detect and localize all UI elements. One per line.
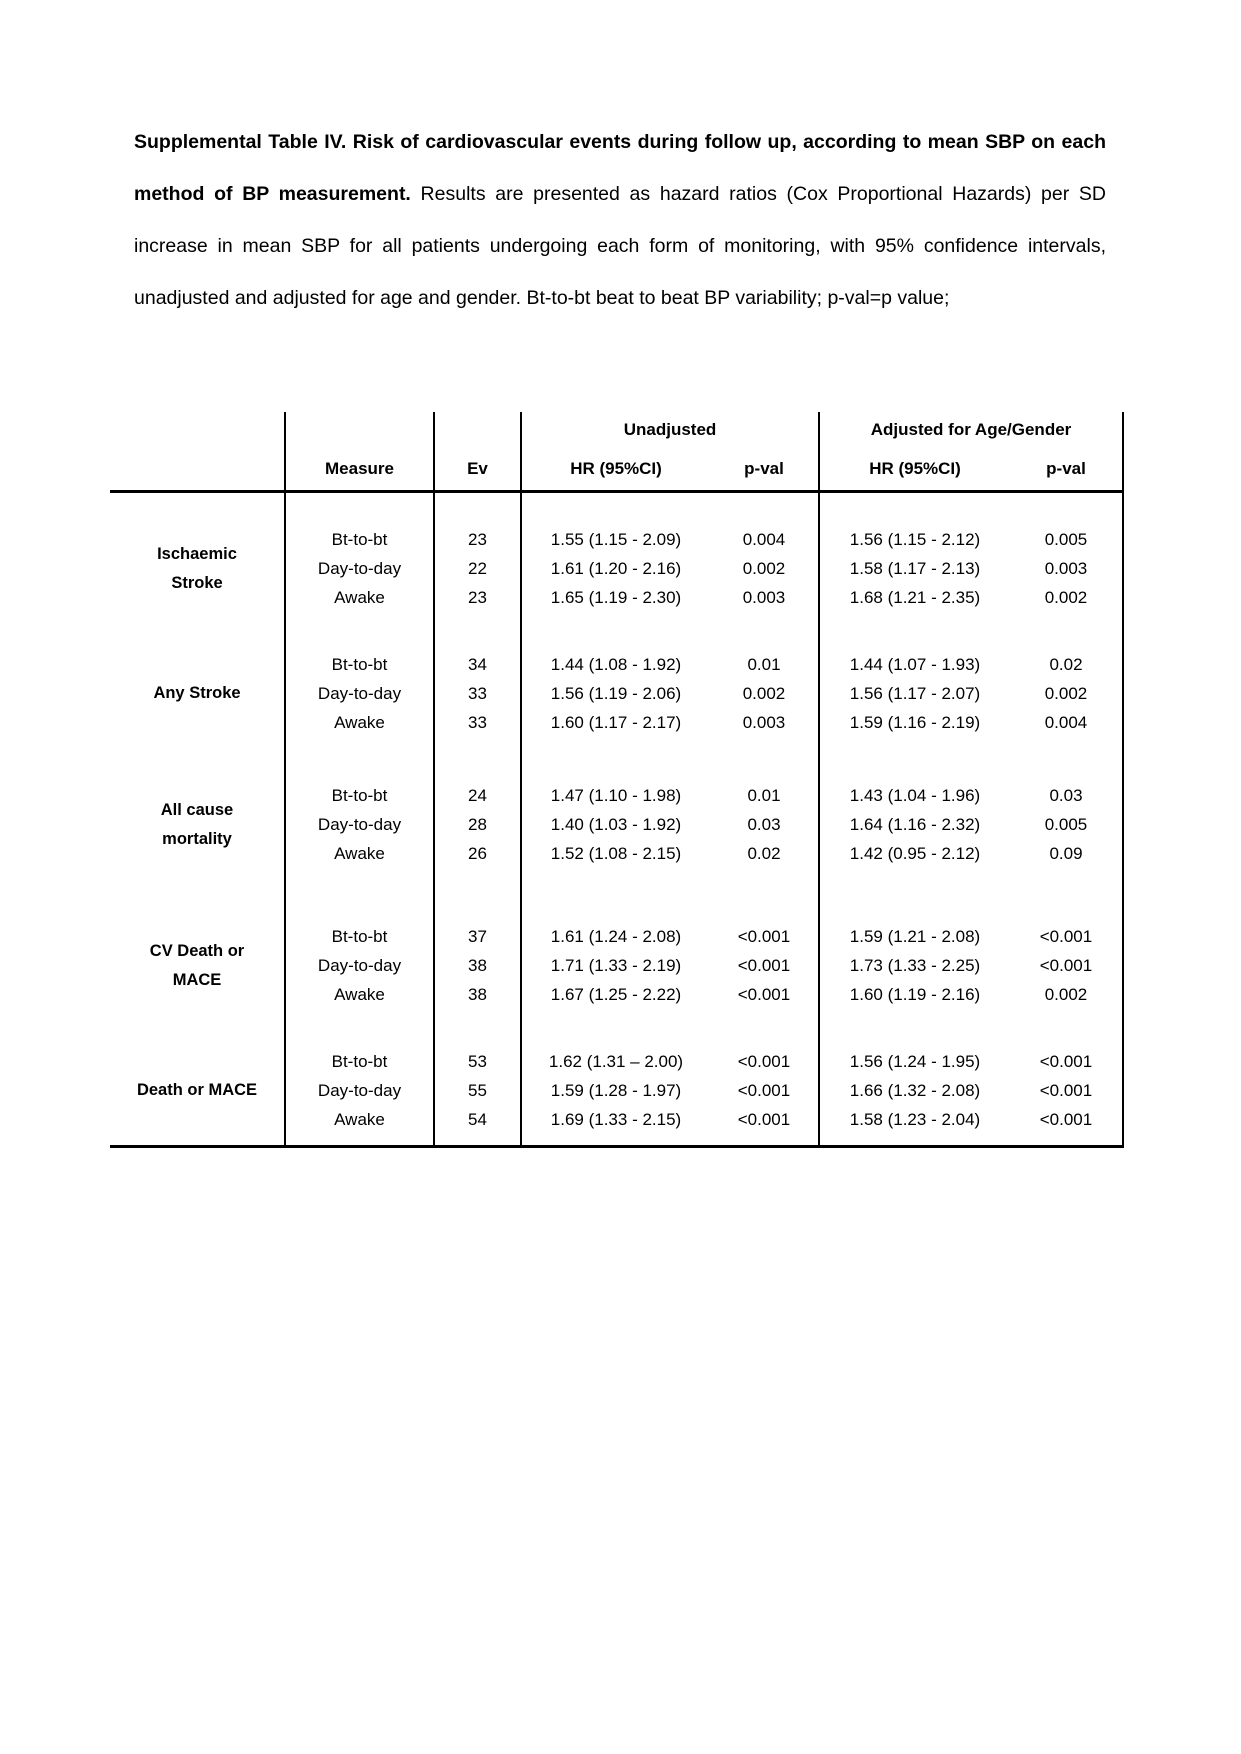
pval-adjusted-cell: 0.002 <box>1010 583 1123 612</box>
measure-cell: Awake <box>285 708 434 737</box>
table-bottom-rule <box>110 1134 1123 1147</box>
ev-cell: 38 <box>434 980 521 1009</box>
group-label-any-stroke: Any Stroke <box>153 684 241 702</box>
pval-unadjusted-cell: <0.001 <box>737 1109 791 1129</box>
measure-cell: Bt-to-bt <box>285 1047 434 1076</box>
header-columns-row <box>110 448 1123 492</box>
ev-cell: 26 <box>434 839 521 868</box>
hr-unadjusted-cell: 1.40 (1.03 - 1.92) <box>521 810 710 839</box>
hr-adjusted-cell: 1.56 (1.17 - 2.07) <box>819 679 1010 708</box>
pval-unadjusted-cell: 0.01 <box>747 654 781 674</box>
ev-cell: 22 <box>434 554 521 583</box>
pval-adjusted-cell: 0.03 <box>1010 781 1123 810</box>
pval-unadjusted-cell: 0.03 <box>747 814 781 834</box>
group-label-cv-death-or-mace: CV Death or MACE <box>149 941 245 989</box>
measure-cell: Awake <box>285 980 434 1009</box>
measure-cell: Day-to-day <box>285 1076 434 1105</box>
pval-adjusted-cell: 0.005 <box>1010 810 1123 839</box>
table-row <box>110 650 1123 679</box>
header-ev: Ev <box>434 448 521 492</box>
pval-unadjusted-cell: 0.002 <box>742 558 786 578</box>
header-adjusted: Adjusted for Age/Gender <box>819 412 1123 448</box>
hr-unadjusted-cell: 1.60 (1.17 - 2.17) <box>521 708 710 737</box>
measure-cell: Day-to-day <box>285 554 434 583</box>
pval-unadjusted-cell: <0.001 <box>737 1051 791 1071</box>
hr-unadjusted-cell: 1.61 (1.24 - 2.08) <box>521 922 710 951</box>
ev-cell: 53 <box>434 1047 521 1076</box>
table-caption <box>134 116 1106 324</box>
group-label-all-cause-mortality: All cause mortality <box>160 800 234 848</box>
table-row <box>110 1047 1123 1076</box>
hr-unadjusted-cell: 1.67 (1.25 - 2.22) <box>521 980 710 1009</box>
hr-unadjusted-cell: 1.56 (1.19 - 2.06) <box>521 679 710 708</box>
header-measure: Measure <box>285 448 434 492</box>
ev-cell: 28 <box>434 810 521 839</box>
measure-cell: Awake <box>285 839 434 868</box>
pval-adjusted-cell: <0.001 <box>1010 922 1123 951</box>
pval-adjusted-cell: <0.001 <box>1010 1076 1123 1105</box>
hr-unadjusted-cell: 1.62 (1.31 – 2.00) <box>521 1047 710 1076</box>
pval-adjusted-cell: 0.002 <box>1010 679 1123 708</box>
ev-cell: 33 <box>434 708 521 737</box>
header-unadjusted: Unadjusted <box>521 412 819 448</box>
pval-unadjusted-cell: <0.001 <box>737 1080 791 1100</box>
ev-cell: 54 <box>434 1105 521 1134</box>
pval-unadjusted-cell: <0.001 <box>737 926 791 946</box>
pval-adjusted-cell: <0.001 <box>1010 1047 1123 1076</box>
caption-bold-title: Supplemental Table IV. Risk of cardiovascular events during follow up, according to mean SBP on each method of BP measurement. <box>134 131 1106 205</box>
hr-adjusted-cell: 1.42 (0.95 - 2.12) <box>819 839 1010 868</box>
hr-adjusted-cell: 1.56 (1.24 - 1.95) <box>819 1047 1010 1076</box>
measure-cell: Day-to-day <box>285 810 434 839</box>
pval-unadjusted-cell: 0.003 <box>742 712 786 732</box>
header-empty-cell <box>434 412 521 448</box>
header-empty-cell <box>110 448 285 492</box>
hr-adjusted-cell: 1.56 (1.15 - 2.12) <box>819 525 1010 554</box>
hr-adjusted-cell: 1.44 (1.07 - 1.93) <box>819 650 1010 679</box>
group-label-ischaemic-stroke: Ischaemic Stroke <box>157 544 237 592</box>
table-row <box>110 525 1123 554</box>
pval-unadjusted-cell: 0.02 <box>747 843 781 863</box>
pval-adjusted-cell: 0.002 <box>1010 980 1123 1009</box>
hr-unadjusted-cell: 1.52 (1.08 - 2.15) <box>521 839 710 868</box>
measure-cell: Day-to-day <box>285 951 434 980</box>
pval-unadjusted-cell: 0.002 <box>742 683 786 703</box>
measure-cell: Day-to-day <box>285 679 434 708</box>
ev-cell: 33 <box>434 679 521 708</box>
hr-adjusted-cell: 1.64 (1.16 - 2.32) <box>819 810 1010 839</box>
hr-adjusted-cell: 1.73 (1.33 - 2.25) <box>819 951 1010 980</box>
table-row <box>110 781 1123 810</box>
hr-unadjusted-cell: 1.61 (1.20 - 2.16) <box>521 554 710 583</box>
hr-adjusted-cell: 1.68 (1.21 - 2.35) <box>819 583 1010 612</box>
pval-adjusted-cell: 0.09 <box>1010 839 1123 868</box>
hr-adjusted-cell: 1.60 (1.19 - 2.16) <box>819 980 1010 1009</box>
pval-adjusted-cell: <0.001 <box>1010 1105 1123 1134</box>
hr-unadjusted-cell: 1.65 (1.19 - 2.30) <box>521 583 710 612</box>
header-empty-cell <box>285 412 434 448</box>
measure-cell: Bt-to-bt <box>285 781 434 810</box>
pval-adjusted-cell: 0.005 <box>1010 525 1123 554</box>
caption-description: Results are presented as hazard ratios (Cox Proportional Hazards) per SD increase in mean SBP for all patients undergoing each form of monitoring, with 95% confidence intervals, unadjusted and adjusted for age and gender. Bt-to-bt beat to beat BP variability; p-val=p value; <box>134 183 1106 309</box>
pval-unadjusted-cell: 0.004 <box>742 529 786 549</box>
hr-unadjusted-cell: 1.69 (1.33 - 2.15) <box>521 1105 710 1134</box>
hr-unadjusted-cell: 1.44 (1.08 - 1.92) <box>521 650 710 679</box>
pval-unadjusted-cell: 0.003 <box>742 587 786 607</box>
hr-unadjusted-cell: 1.47 (1.10 - 1.98) <box>521 781 710 810</box>
ev-cell: 55 <box>434 1076 521 1105</box>
pval-unadjusted-cell: <0.001 <box>737 955 791 975</box>
group-label-death-or-mace: Death or MACE <box>136 1081 258 1099</box>
ev-cell: 37 <box>434 922 521 951</box>
ev-cell: 23 <box>434 525 521 554</box>
measure-cell: Awake <box>285 583 434 612</box>
header-hr-unadjusted: HR (95%CI) <box>521 448 710 492</box>
hr-adjusted-cell: 1.59 (1.21 - 2.08) <box>819 922 1010 951</box>
spacer-row <box>110 868 1123 922</box>
ev-cell: 34 <box>434 650 521 679</box>
ev-cell: 38 <box>434 951 521 980</box>
hr-unadjusted-cell: 1.55 (1.15 - 2.09) <box>521 525 710 554</box>
table-row <box>110 922 1123 951</box>
hr-unadjusted-cell: 1.71 (1.33 - 2.19) <box>521 951 710 980</box>
spacer-row <box>110 1009 1123 1047</box>
pval-unadjusted-cell: <0.001 <box>737 984 791 1004</box>
results-table <box>110 412 1124 1148</box>
ev-cell: 23 <box>434 583 521 612</box>
pval-adjusted-cell: <0.001 <box>1010 951 1123 980</box>
measure-cell: Awake <box>285 1105 434 1134</box>
pval-adjusted-cell: 0.02 <box>1010 650 1123 679</box>
hr-adjusted-cell: 1.66 (1.32 - 2.08) <box>819 1076 1010 1105</box>
measure-cell: Bt-to-bt <box>285 525 434 554</box>
hr-adjusted-cell: 1.58 (1.17 - 2.13) <box>819 554 1010 583</box>
header-sections-row <box>110 412 1123 448</box>
header-pval-adjusted: p-val <box>1010 448 1123 492</box>
header-hr-adjusted: HR (95%CI) <box>819 448 1010 492</box>
spacer-row <box>110 492 1123 526</box>
hr-adjusted-cell: 1.58 (1.23 - 2.04) <box>819 1105 1010 1134</box>
spacer-row <box>110 737 1123 781</box>
hr-unadjusted-cell: 1.59 (1.28 - 1.97) <box>521 1076 710 1105</box>
measure-cell: Bt-to-bt <box>285 650 434 679</box>
hr-adjusted-cell: 1.43 (1.04 - 1.96) <box>819 781 1010 810</box>
header-empty-cell <box>110 412 285 448</box>
ev-cell: 24 <box>434 781 521 810</box>
measure-cell: Bt-to-bt <box>285 922 434 951</box>
header-pval-unadjusted: p-val <box>710 448 819 492</box>
pval-adjusted-cell: 0.003 <box>1010 554 1123 583</box>
pval-unadjusted-cell: 0.01 <box>747 785 781 805</box>
pval-adjusted-cell: 0.004 <box>1010 708 1123 737</box>
hr-adjusted-cell: 1.59 (1.16 - 2.19) <box>819 708 1010 737</box>
spacer-row <box>110 612 1123 650</box>
